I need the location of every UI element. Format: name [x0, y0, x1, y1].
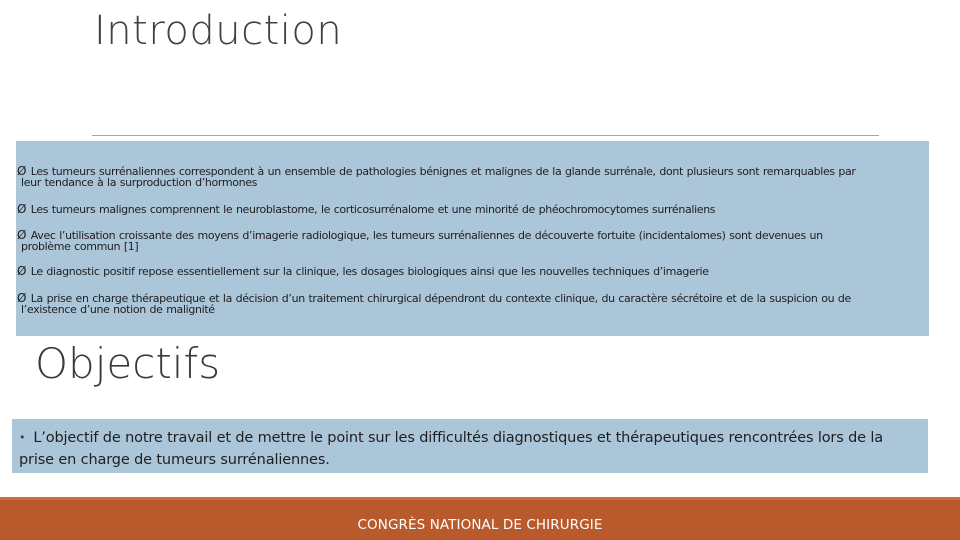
objectives-line-2: prise en charge de tumeurs surrénaliennes.: [19, 452, 330, 468]
intro-bullet-4: [17, 266, 917, 277]
intro-bullet-text: La prise en charge thérapeutique et la décision d’un traitement chirurgical dépendront du contexte clinique, du caractère sécrétoire et de la suspicion ou de: [30, 292, 851, 305]
arrow-bullet-icon: Ø: [17, 228, 27, 242]
objectives-title: Objectifs: [35, 339, 221, 388]
intro-bullet-text: Avec l’utilisation croissante des moyens d’imagerie radiologique, les tumeurs surrénaliennes de découverte fortuite (incidentalomes) sont devenues un: [30, 229, 823, 242]
arrow-bullet-icon: Ø: [17, 264, 27, 278]
intro-bullet-text: Le diagnostic positif repose essentiellement sur la clinique, les dosages biologiques ainsi que les nouvelles techniques d’imagerie: [30, 265, 709, 278]
intro-bullet-text-continued: leur tendance à la surproduction d’hormones: [21, 176, 258, 189]
title-divider: [92, 135, 879, 136]
bullet-dot-icon: •: [19, 431, 26, 444]
slide-title: Introduction: [94, 8, 343, 54]
intro-bullet-text: Les tumeurs surrénaliennes correspondent à un ensemble de pathologies bénignes et malignes de la glande surrénale, dont plusieurs sont remarquables par: [30, 165, 856, 178]
objectives-line-1: L’objectif de notre travail et de mettre le point sur les difficultés diagnostiques et thérapeutiques rencontrées lors de la: [33, 430, 884, 446]
arrow-bullet-icon: Ø: [17, 202, 27, 216]
intro-bullet-5: [17, 293, 917, 315]
intro-bullet-text-continued: l’existence d’une notion de malignité: [21, 303, 215, 316]
intro-bullet-text-continued: problème commun [1]: [21, 240, 139, 253]
intro-bullet-text: Les tumeurs malignes comprennent le neuroblastome, le corticosurrénalome et une minorité de phéochromocytomes surrénaliens: [30, 203, 716, 216]
intro-bullet-1: [17, 166, 917, 188]
objectives-text: [19, 427, 919, 471]
intro-bullet-3: [17, 230, 917, 252]
arrow-bullet-icon: Ø: [17, 291, 27, 305]
intro-bullet-2: [17, 204, 917, 215]
footer-bar: [0, 497, 960, 540]
arrow-bullet-icon: Ø: [17, 164, 27, 178]
footer-label: CONGRÈS NATIONAL DE CHIRURGIE: [357, 517, 603, 533]
